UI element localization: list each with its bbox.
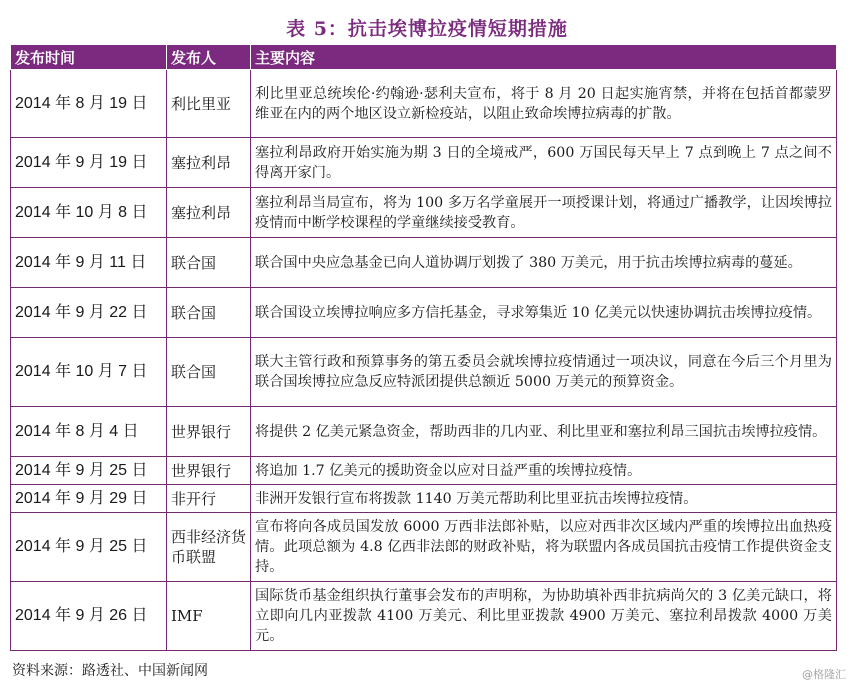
- source-note: 资料来源：路透社、中国新闻网: [12, 663, 208, 679]
- table-title: 表 5：抗击埃博拉疫情短期措施: [286, 18, 568, 40]
- table-header: [11, 45, 837, 70]
- content-cell: 塞拉利昂当局宣布，将为 100 多万名学童展开一项授课计划，将通过广播教学，让因埃博拉疫情而中断学校课程的学童继续接受教育。: [251, 188, 837, 238]
- publisher-cell: 利比里亚: [167, 70, 251, 138]
- table-row: [11, 70, 837, 138]
- publisher-cell: 世界银行: [167, 407, 251, 457]
- publisher-cell: 非开行: [167, 485, 251, 513]
- table-body: [11, 70, 837, 651]
- header-publisher: 发布人: [167, 45, 251, 70]
- content-cell: 联合国中央应急基金已向人道协调厅划拨了 380 万美元，用于抗击埃博拉病毒的蔓延。: [251, 238, 837, 288]
- date-cell: 2014 年 9 月 25 日: [11, 457, 167, 485]
- table-row: [11, 338, 837, 407]
- content-cell: 联大主管行政和预算事务的第五委员会就埃博拉疫情通过一项决议，同意在今后三个月里为联合国埃博拉应急反应特派团提供总额近 5000 万美元的预算资金。: [251, 338, 837, 407]
- publisher-cell: 联合国: [167, 338, 251, 407]
- table-row: [11, 238, 837, 288]
- content-cell: 将追加 1.7 亿美元的援助资金以应对日益严重的埃博拉疫情。: [251, 457, 837, 485]
- date-cell: 2014 年 8 月 4 日: [11, 407, 167, 457]
- publisher-cell: IMF: [167, 582, 251, 651]
- measures-table: [10, 44, 837, 651]
- content-cell: 联合国设立埃博拉响应多方信托基金，寻求筹集近 10 亿美元以快速协调抗击埃博拉疫情。: [251, 288, 837, 338]
- date-cell: 2014 年 9 月 19 日: [11, 138, 167, 188]
- date-cell: 2014 年 9 月 29 日: [11, 485, 167, 513]
- date-cell: 2014 年 10 月 7 日: [11, 338, 167, 407]
- content-cell: 利比里亚总统埃伦·约翰逊·瑟利夫宣布，将于 8 月 20 日起实施宵禁，并将在包括首都蒙罗维亚在内的两个地区设立新检疫站，以阻止致命埃博拉病毒的扩散。: [251, 70, 837, 138]
- watermark: @格隆汇: [802, 668, 846, 681]
- table-row: [11, 457, 837, 485]
- table-row: [11, 582, 837, 651]
- publisher-cell: 世界银行: [167, 457, 251, 485]
- header-row: [11, 45, 837, 70]
- content-cell: 非洲开发银行宣布将拨款 1140 万美元帮助利比里亚抗击埃博拉疫情。: [251, 485, 837, 513]
- table-row: [11, 407, 837, 457]
- table-row: [11, 513, 837, 582]
- publisher-cell: 西非经济货币联盟: [167, 513, 251, 582]
- table-row: [11, 188, 837, 238]
- date-cell: 2014 年 9 月 11 日: [11, 238, 167, 288]
- content-cell: 宣布将向各成员国发放 6000 万西非法郎补贴，以应对西非次区域内严重的埃博拉出血热疫情。此项总额为 4.8 亿西非法郎的财政补贴，将为联盟内各成员国抗击疫情工作提供资金支持。: [251, 513, 837, 582]
- header-date: 发布时间: [11, 45, 167, 70]
- table-row: [11, 485, 837, 513]
- publisher-cell: 联合国: [167, 238, 251, 288]
- date-cell: 2014 年 9 月 22 日: [11, 288, 167, 338]
- publisher-cell: 塞拉利昂: [167, 188, 251, 238]
- publisher-cell: 联合国: [167, 288, 251, 338]
- date-cell: 2014 年 10 月 8 日: [11, 188, 167, 238]
- header-content: 主要内容: [251, 45, 837, 70]
- content-cell: 将提供 2 亿美元紧急资金，帮助西非的几内亚、利比里亚和塞拉利昂三国抗击埃博拉疫情。: [251, 407, 837, 457]
- date-cell: 2014 年 9 月 26 日: [11, 582, 167, 651]
- content-cell: 塞拉利昂政府开始实施为期 3 日的全境戒严，600 万国民每天早上 7 点到晚上 7 点之间不得离开家门。: [251, 138, 837, 188]
- content-cell: 国际货币基金组织执行董事会发布的声明称，为协助填补西非抗病尚欠的 3 亿美元缺口，将立即向几内亚拨款 4100 万美元、利比里亚拨款 4900 万美元、塞拉利昂拨款 4000 万美元。: [251, 582, 837, 651]
- date-cell: 2014 年 8 月 19 日: [11, 70, 167, 138]
- table-row: [11, 288, 837, 338]
- table-row: [11, 138, 837, 188]
- date-cell: 2014 年 9 月 25 日: [11, 513, 167, 582]
- publisher-cell: 塞拉利昂: [167, 138, 251, 188]
